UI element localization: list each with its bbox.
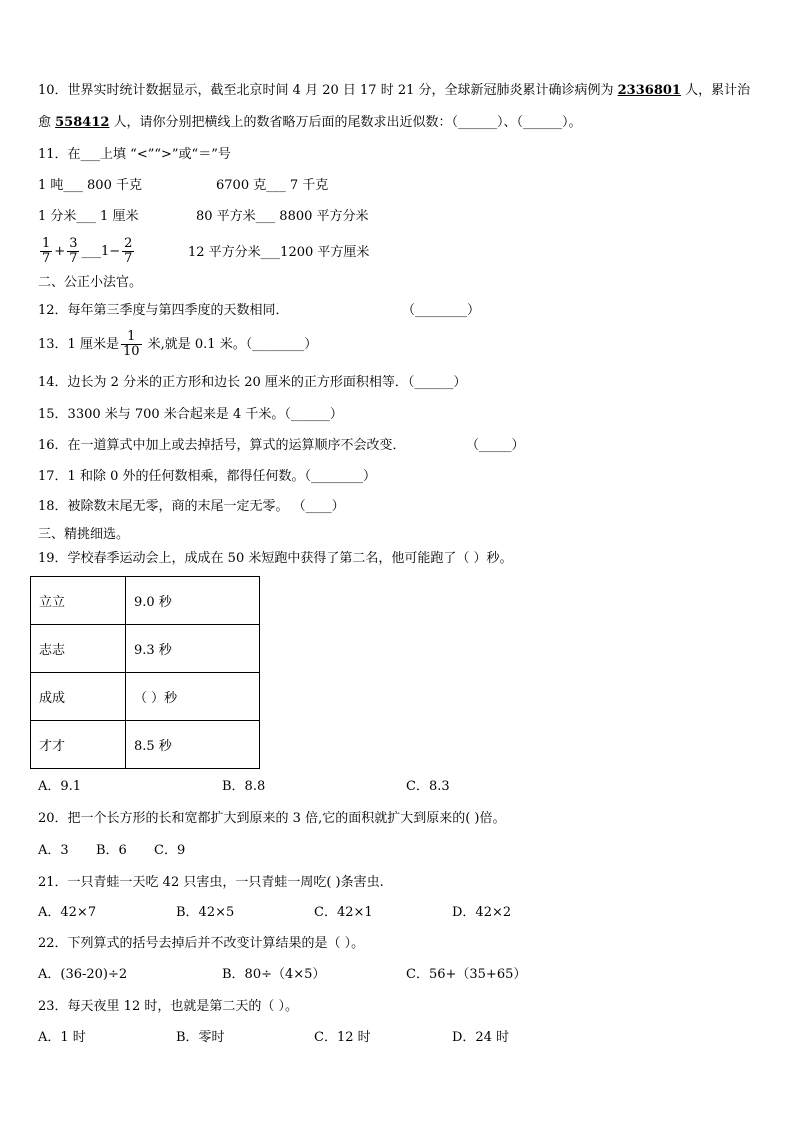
runner-time: （ ）秒 <box>126 673 260 721</box>
q11-row1-left: 1 吨___ 800 千克 <box>38 178 142 193</box>
q23-option-c[interactable]: C．12 时 <box>314 1030 371 1045</box>
q22-option-b[interactable]: B．80÷（4×5） <box>222 967 326 982</box>
q21-option-a[interactable]: A．42×7 <box>38 905 97 920</box>
q10-text-d: 人，请你分别把横线上的数省略万后面的尾数求出近似数：（______）、（______）。 <box>109 115 582 130</box>
q23-option-b[interactable]: B．零时 <box>176 1030 225 1045</box>
q23-option-a[interactable]: A．1 时 <box>38 1030 86 1045</box>
q13-text-b: 米,就是 0.1 米。（________） <box>143 337 318 352</box>
q19-option-b[interactable]: B．8.8 <box>222 779 266 794</box>
q21-option-b[interactable]: B．42×5 <box>176 905 235 920</box>
runner-time: 8.5 秒 <box>126 721 260 769</box>
q10-text-a: 10．世界实时统计数据显示，截至北京时间 4 月 20 日 17 时 21 分，全球新冠肺炎累计确诊病例为 <box>38 83 618 98</box>
q10-number-cases: 2336801 <box>617 83 681 98</box>
runner-name: 立立 <box>31 577 126 625</box>
table-row <box>31 673 260 721</box>
q11-row2-right: 80 平方米___ 8800 平方分米 <box>196 209 369 224</box>
q17-text: 17．1 和除 0 外的任何数相乘，都得任何数。（________） <box>38 469 376 484</box>
q11-row3-right: 12 平方分米___1200 平方厘米 <box>188 245 370 260</box>
q10-line1 <box>38 82 750 100</box>
fraction-2-7: $\frac{2}{7}$ <box>124 236 133 266</box>
q23-stem: 23．每天夜里 12 时，也就是第二天的（ ）。 <box>38 999 298 1014</box>
q21-stem: 21．一只青蛙一天吃 42 只害虫，一只青蛙一周吃( )条害虫. <box>38 875 384 890</box>
compare-blank: ___1− <box>81 244 121 259</box>
fraction-1-10: $\frac{1}{10}$ <box>122 329 140 359</box>
fraction-3-7: $\frac{3}{7}$ <box>69 236 78 266</box>
q22-option-a[interactable]: A．(36-20)÷2 <box>38 967 128 982</box>
fraction-1-7: $\frac{1}{7}$ <box>42 236 51 266</box>
q16-answer-blank: （_____） <box>466 438 525 453</box>
q11-row3-left <box>38 236 136 268</box>
q10-text-b: 人，累计治 <box>680 83 751 98</box>
q20-option-b[interactable]: B．6 <box>96 843 127 858</box>
q13-line <box>38 328 317 362</box>
table-row <box>31 577 260 625</box>
q10-number-cured: 558412 <box>55 115 110 130</box>
q11-row2-left: 1 分米___ 1 厘米 <box>38 209 139 224</box>
q22-stem: 22．下列算式的括号去掉后并不改变计算结果的是（ ）。 <box>38 936 365 951</box>
q19-option-a[interactable]: A．9.1 <box>38 779 82 794</box>
q19-stem: 19．学校春季运动会上，成成在 50 米短跑中获得了第二名，他可能跑了（ ）秒。 <box>38 551 513 566</box>
runner-time: 9.0 秒 <box>126 577 260 625</box>
q23-option-d[interactable]: D．24 时 <box>452 1030 510 1045</box>
q12-text: 12．每年第三季度与第四季度的天数相同． <box>38 303 289 318</box>
q15-text: 15．3300 米与 700 米合起来是 4 千米。（______） <box>38 407 343 422</box>
q14-text: 14．边长为 2 分米的正方形和边长 20 厘米的正方形面积相等．（______） <box>38 375 467 390</box>
section-2-heading: 二、公正小法官。 <box>38 275 143 290</box>
q19-option-c[interactable]: C．8.3 <box>406 779 450 794</box>
runner-name: 志志 <box>31 625 126 673</box>
q13-text-a: 13．1 厘米是 <box>38 337 119 352</box>
q20-option-a[interactable]: A．3 <box>38 843 69 858</box>
q18-text: 18．被除数末尾无零，商的末尾一定无零。 （____） <box>38 499 345 514</box>
q20-stem: 20．把一个长方形的长和宽都扩大到原来的 3 倍,它的面积就扩大到原来的( )倍。 <box>38 811 506 826</box>
q21-option-c[interactable]: C．42×1 <box>314 905 373 920</box>
q19-results-table <box>30 576 260 769</box>
q10-line2 <box>38 114 582 132</box>
table-row <box>31 625 260 673</box>
q12-answer-blank: （________） <box>402 303 481 318</box>
q22-option-c[interactable]: C．56+（35+65） <box>406 967 527 982</box>
q20-option-c[interactable]: C．9 <box>154 843 186 858</box>
table-row <box>31 721 260 769</box>
q16-text: 16．在一道算式中加上或去掉括号，算式的运算顺序不会改变． <box>38 438 406 453</box>
runner-name: 才才 <box>31 721 126 769</box>
section-3-heading: 三、精挑细选。 <box>38 527 130 542</box>
plus-sign: + <box>54 244 66 259</box>
q11-title: 11．在___上填 “<”“>”或“＝”号 <box>38 147 231 162</box>
q21-option-d[interactable]: D．42×2 <box>452 905 512 920</box>
q10-text-c: 愈 <box>38 115 56 130</box>
q11-row1-right: 6700 克___ 7 千克 <box>216 178 329 193</box>
runner-name: 成成 <box>31 673 126 721</box>
runner-time: 9.3 秒 <box>126 625 260 673</box>
